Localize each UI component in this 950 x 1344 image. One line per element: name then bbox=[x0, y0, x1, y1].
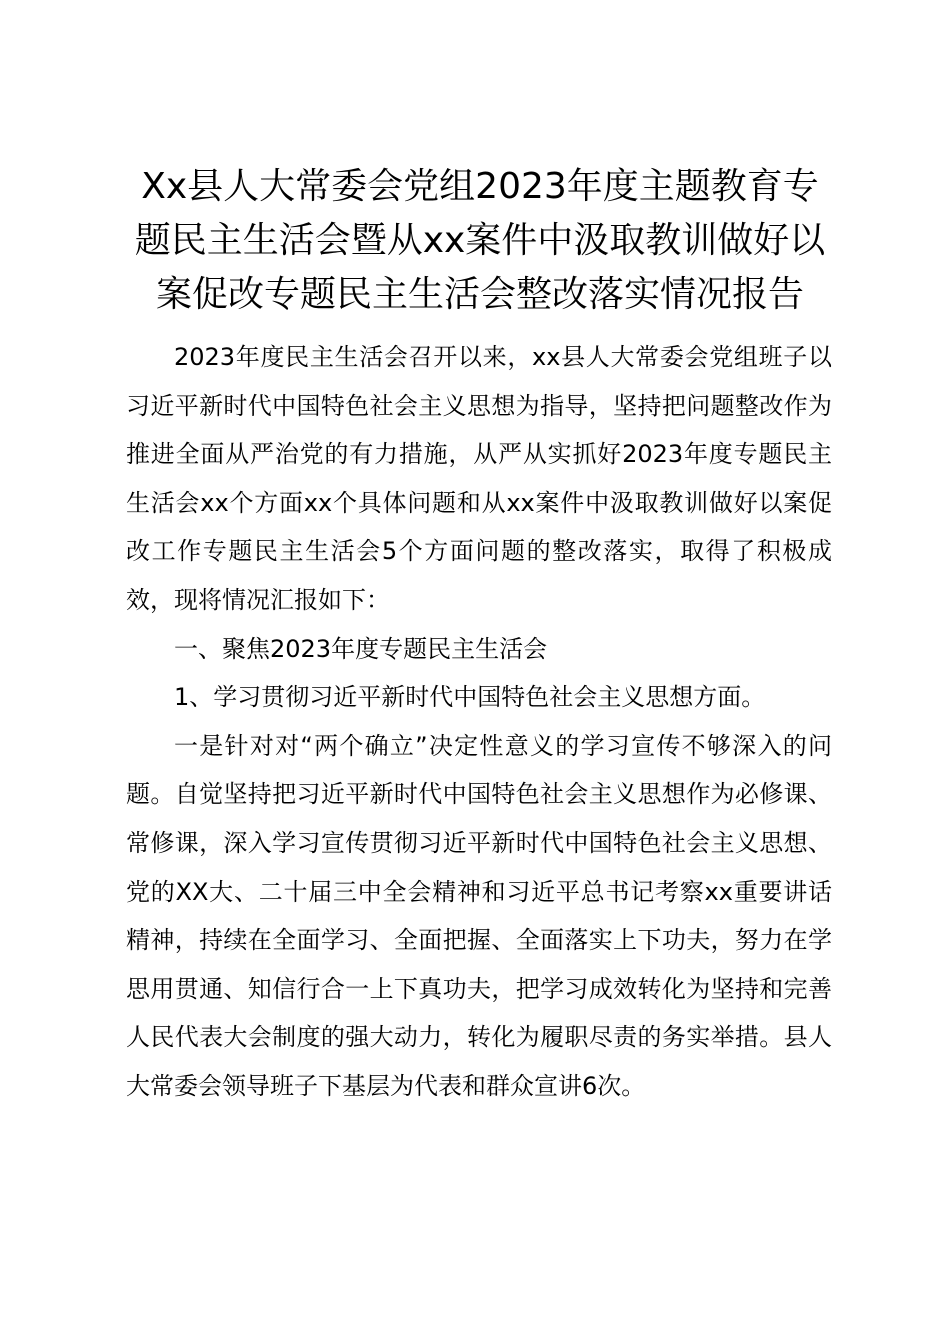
paragraph-point-1: 一是针对对“两个确立”决定性意义的学习宣传不够深入的问题。自觉坚持把习近平新时代中国特色社会主义思想作为必修课、常修课，深入学习宣传贯彻习近平新时代中国特色社会主义思想、党的XX大、二十届三中全会精神和习近平总书记考察xx重要讲话精神，持续在全面学习、全面把握、全面落实上下功夫，努力在学思用贯通、知信行合一上下真功夫，把学习成效转化为坚持和完善人民代表大会制度的强大动力，转化为履职尽责的务实举措。县人大常委会领导班子下基层为代表和群众宣讲6次。 bbox=[126, 731, 832, 1100]
paragraph-intro: 2023年度民主生活会召开以来，xx县人大常委会党组班子以习近平新时代中国特色社会主义思想为指导，坚持把问题整改作为推进全面从严治党的有力措施，从严从实抓好2023年度专题民主生活会xx个方面xx个具体问题和从xx案件中汲取教训做好以案促改工作专题民主生活会5个方面问题的整改落实，取得了积极成效，现将情况汇报如下： bbox=[126, 343, 832, 614]
section-heading-1: 一、聚焦2023年度专题民主生活会 bbox=[174, 634, 548, 663]
subsection-heading-1: 1、学习贯彻习近平新时代中国特色社会主义思想方面。 bbox=[174, 683, 766, 712]
document-body bbox=[126, 333, 832, 1111]
document-title: Xx县人大常委会党组2023年度主题教育专题民主生活会暨从xx案件中汲取教训做好以案促改专题民主生活会整改落实情况报告 bbox=[134, 166, 826, 315]
